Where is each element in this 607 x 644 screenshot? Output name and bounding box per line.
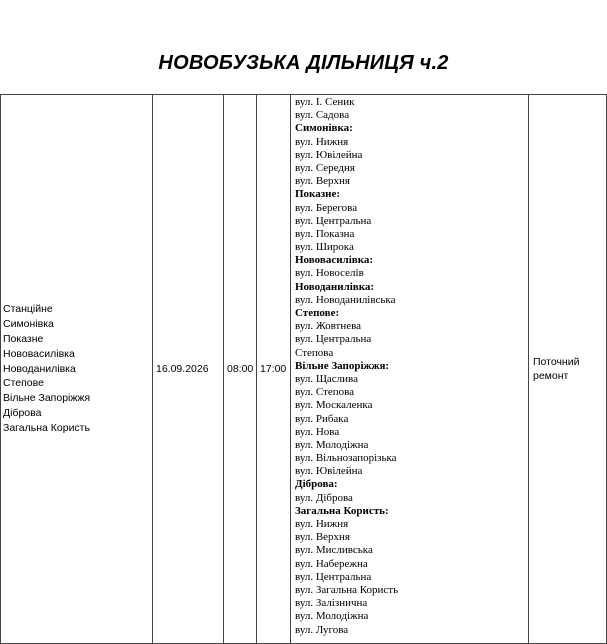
street-name: вул. Садова xyxy=(295,109,350,122)
work-type-line: ремонт xyxy=(533,370,569,382)
street-name: вул. Ювілейна xyxy=(295,148,363,161)
settlement-heading: Степове: xyxy=(295,307,340,319)
street-name: вул. Жовтнева xyxy=(295,320,362,333)
street-name: вул. Мисливська xyxy=(295,544,373,557)
street-name: вул. Ювілейна xyxy=(295,465,363,478)
village-name: Новоданилівка xyxy=(3,362,76,375)
settlement-heading: Новоданилівка: xyxy=(295,280,375,293)
street-name: вул. Молодіжна xyxy=(295,438,369,451)
street-name: Степова xyxy=(295,346,334,359)
settlement-heading: Вільне Запоріжжя: xyxy=(295,359,390,372)
street-name: вул. Показна xyxy=(295,227,355,240)
street-name: вул. Набережна xyxy=(295,557,368,570)
village-name: Показне xyxy=(3,332,44,345)
street-name: вул. Залізнична xyxy=(295,597,368,610)
village-name: Загальна Користь xyxy=(3,422,90,435)
date-cell: 16.09.2026 xyxy=(153,95,224,644)
street-name: вул. Широка xyxy=(295,241,354,254)
start-time-cell: 08:00 xyxy=(224,95,257,644)
settlement-heading: Діброва: xyxy=(295,478,338,491)
page-title: НОВОБУЗЬКА ДІЛЬНИЦЯ ч.2 xyxy=(158,52,449,74)
settlement-heading: Нововасилівка: xyxy=(295,254,374,267)
village-name: Нововасилівка xyxy=(3,347,75,360)
street-name: вул. Вільнозапорізька xyxy=(295,452,397,465)
settlement-heading: Загальна Користь: xyxy=(295,504,389,517)
street-name: вул. Середня xyxy=(295,161,355,174)
street-name: вул. Нижня xyxy=(295,135,349,148)
streets-list xyxy=(295,96,528,637)
street-name: вул. Новоданилівська xyxy=(295,293,396,306)
street-name: вул. Центральна xyxy=(295,570,372,583)
settlement-heading: Симонівка: xyxy=(295,122,353,135)
outage-schedule-table xyxy=(0,94,607,644)
street-name: вул. Загальна Користь xyxy=(295,583,399,596)
streets-cell xyxy=(291,95,529,644)
village-name: Симонівка xyxy=(3,317,54,330)
street-name: вул. Центральна xyxy=(295,214,372,227)
work-type xyxy=(533,355,606,383)
street-name: вул. Нижня xyxy=(295,518,349,530)
street-name: вул. Новоселів xyxy=(295,267,364,280)
street-name: вул. Верхня xyxy=(295,175,350,188)
village-name: Вільне Запоріжжя xyxy=(3,392,91,405)
work-type-cell xyxy=(529,95,607,644)
village-name: Степове xyxy=(3,377,44,390)
street-name: вул. Лугова xyxy=(295,623,349,636)
street-name: вул. Молодіжна xyxy=(295,610,369,623)
street-name: вул. Москаленка xyxy=(295,399,373,412)
village-name: Станційне xyxy=(3,302,53,315)
street-name: вул. Верхня xyxy=(295,531,350,544)
street-name: вул. Щаслива xyxy=(295,372,358,385)
settlement-heading: Показне: xyxy=(295,188,341,201)
table-row xyxy=(1,95,607,644)
street-name: вул. Степова xyxy=(295,386,355,399)
street-name: вул. Діброва xyxy=(295,491,353,504)
street-name: вул. Центральна xyxy=(295,333,372,346)
work-type-line: Поточний xyxy=(533,356,580,368)
village-name: Діброва xyxy=(3,407,42,420)
street-name: вул. І. Сеник xyxy=(295,96,355,108)
villages-cell xyxy=(1,95,153,644)
street-name: вул. Рибака xyxy=(295,412,349,425)
street-name: вул. Нова xyxy=(295,425,340,438)
end-time-cell: 17:00 xyxy=(257,95,291,644)
street-name: вул. Берегова xyxy=(295,201,358,214)
villages-list xyxy=(3,302,152,436)
